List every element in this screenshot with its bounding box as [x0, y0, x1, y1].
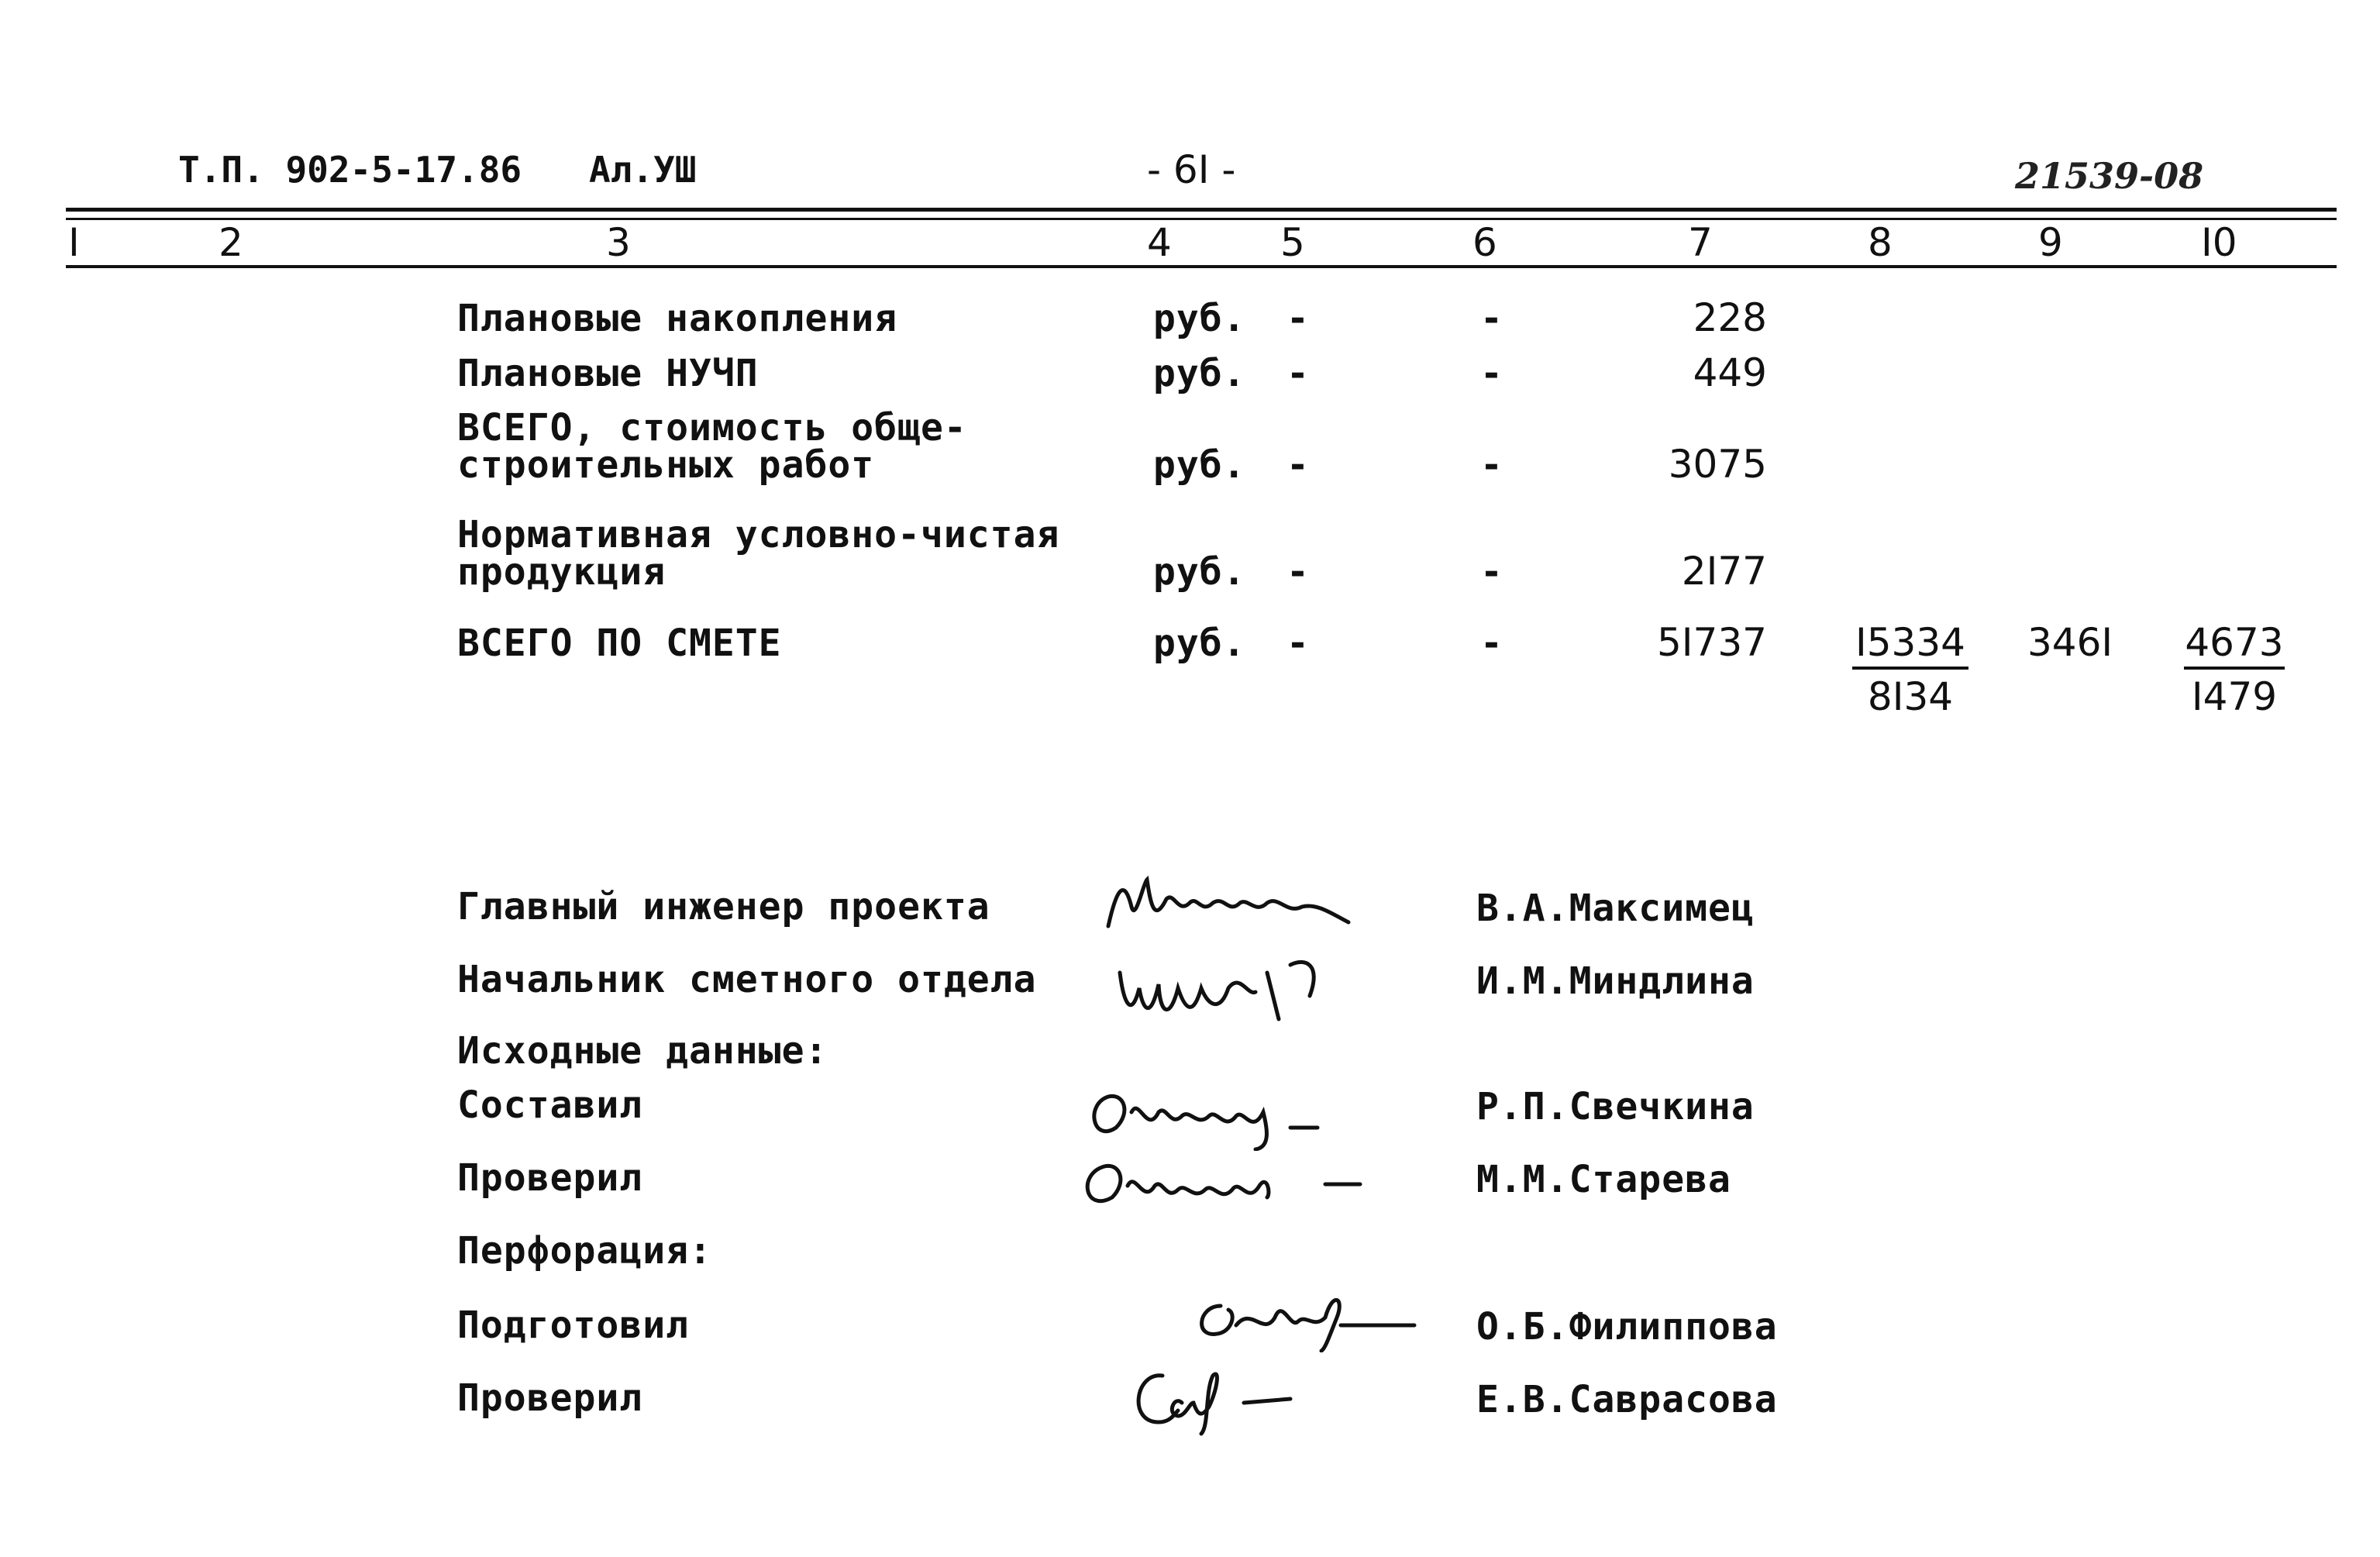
col10-fraction	[2184, 620, 2285, 719]
column-number-10: I0	[2201, 220, 2237, 265]
column-number-4: 4	[1147, 220, 1172, 265]
row-col6: -	[1480, 622, 1503, 665]
signature-section-label: Исходные данные:	[457, 1029, 828, 1073]
handwritten-signature	[1077, 1147, 1372, 1217]
row-unit: руб.	[1153, 297, 1246, 340]
column-header-rule	[66, 265, 2337, 268]
row-name: Плановые накопления	[457, 297, 898, 340]
signature-person: И.М.Миндлина	[1476, 959, 1755, 1003]
col8-fraction	[1852, 620, 1968, 719]
row-name-line2: продукция	[457, 550, 666, 594]
column-number-8: 8	[1868, 220, 1893, 265]
album-label: Ал.УШ	[589, 149, 697, 191]
row-col6: -	[1480, 352, 1503, 395]
handwritten-signature	[1085, 1073, 1348, 1151]
row-col5: -	[1286, 443, 1310, 487]
top-rule-thin	[66, 218, 2337, 220]
row-name-line2: строительных работ	[457, 443, 875, 487]
row-col7: 3075	[1668, 442, 1767, 487]
row-col5: -	[1286, 352, 1310, 395]
row-unit: руб.	[1153, 352, 1246, 395]
column-number-6: 6	[1472, 220, 1497, 265]
handwritten-signature	[1100, 860, 1356, 946]
row-col7: 228	[1693, 295, 1767, 340]
signature-person: Е.В.Саврасова	[1476, 1378, 1778, 1421]
signature-person: В.А.Максимец	[1476, 887, 1755, 930]
signature-role: Проверил	[457, 1156, 643, 1200]
signature-section-label: Перфорация:	[457, 1229, 712, 1273]
col10-numerator: 4673	[2184, 623, 2285, 670]
column-number-7: 7	[1688, 220, 1713, 265]
row-col7: 2I77	[1681, 549, 1767, 594]
col10-denominator: I479	[2191, 674, 2278, 719]
row-name: ВСЕГО ПО СМЕТЕ	[457, 622, 782, 665]
row-col5: -	[1286, 622, 1310, 665]
row-name-line1: ВСЕГО, стоимость обще-	[457, 406, 967, 450]
signature-person: О.Б.Филиппова	[1476, 1305, 1778, 1349]
column-number-1: I	[68, 220, 80, 265]
signature-role: Составил	[457, 1083, 643, 1127]
top-rule	[66, 208, 2337, 212]
signature-person: Р.П.Свечкина	[1476, 1085, 1755, 1128]
row-col5: -	[1286, 297, 1310, 340]
signature-role: Начальник сметного отдела	[457, 958, 1037, 1001]
inventory-stamp: 21539-08	[2015, 155, 2204, 197]
column-number-9: 9	[2038, 220, 2063, 265]
handwritten-signature	[1128, 1360, 1314, 1438]
handwritten-signature	[1190, 1283, 1422, 1352]
column-number-5: 5	[1280, 220, 1305, 265]
signature-role: Подготовил	[457, 1304, 689, 1347]
row-unit: руб.	[1153, 550, 1246, 594]
document-code: Т.П. 902-5-17.86	[178, 149, 522, 191]
signature-person: М.М.Старева	[1476, 1158, 1731, 1201]
page-number: - 6I -	[1147, 147, 1236, 192]
column-number-2: 2	[219, 220, 243, 265]
row-col7: 5I737	[1657, 620, 1767, 665]
handwritten-signature	[1112, 942, 1337, 1035]
row-col6: -	[1480, 297, 1503, 340]
signature-role: Главный инженер проекта	[457, 885, 990, 928]
row-name: Плановые НУЧП	[457, 352, 759, 395]
row-col6: -	[1480, 550, 1503, 594]
row-unit: руб.	[1153, 443, 1246, 487]
row-col9: 346I	[2027, 620, 2113, 665]
row-col6: -	[1480, 443, 1503, 487]
row-name-line1: Нормативная условно-чистая	[457, 513, 1060, 556]
row-col5: -	[1286, 550, 1310, 594]
row-col7: 449	[1693, 350, 1767, 395]
col8-numerator: I5334	[1852, 623, 1968, 670]
col8-denominator: 8I34	[1867, 674, 1954, 719]
column-number-3: 3	[606, 220, 631, 265]
signature-role: Проверил	[457, 1376, 643, 1420]
row-unit: руб.	[1153, 622, 1246, 665]
